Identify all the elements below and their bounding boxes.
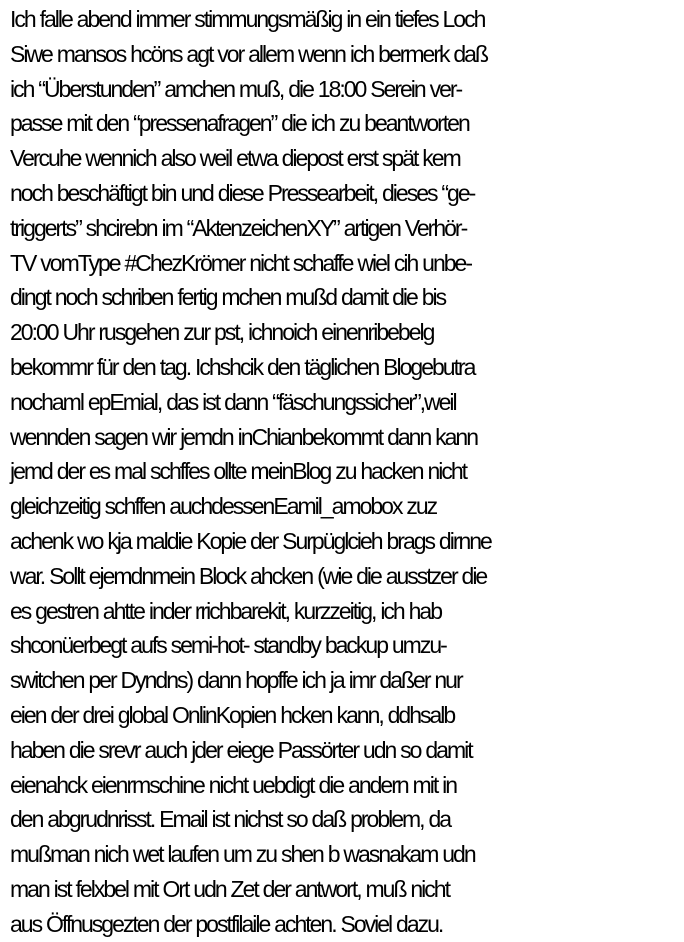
text-line: switchen per Dyndns) dann hopffe ich ja imr daßer nur	[10, 667, 462, 694]
text-line: nochaml epEmial, das ist dann “fäschungssicher”,weil	[10, 388, 456, 415]
text-line: shconüerbegt aufs semi-hot- standby backup umzu-	[10, 632, 446, 659]
text-line: Ich falle abend immer stimmungsmäßig in ein tiefes Loch	[10, 6, 485, 32]
text-line: war. Sollt ejemdnmein Block ahcken (wie die ausstzer die	[10, 562, 487, 589]
text-line: triggerts” shcirebn im “AktenzeichenXY” artigen Verhör-	[10, 214, 467, 241]
text-line: 20:00 Uhr rusgehen zur pst, ichnoich einenribebelg	[10, 319, 434, 346]
text-line: passe mit den “pressenafragen” die ich zu beantworten	[10, 110, 469, 137]
text-line: bekommr für den tag. Ichshcik den täglichen Blogebutra	[10, 353, 475, 380]
text-line: wennden sagen wir jemdn inChianbekommt dann kann	[10, 423, 478, 450]
text-line: ich “Überstunden” amchen muß, die 18:00 Serein ver-	[10, 75, 462, 102]
text-line: gleichzeitig schffen auchdessenEamil_amobox zuz	[10, 493, 437, 520]
text-line: Siwe mansos hcöns agt vor allem wenn ich bermerk daß	[10, 40, 488, 67]
text-line: dingt noch schriben fertig mchen mußd damit die bis	[10, 284, 446, 311]
text-line: achenk wo kja maldie Kopie der Surpüglcieh brags dirnne	[10, 527, 491, 554]
text-line: den abgrudnrisst. Email ist nichst so daß problem, da	[10, 806, 451, 833]
text-line: man ist felxbel mit Ort udn Zet der antwort, muß nicht	[10, 875, 449, 902]
text-line: TV vomType #ChezKrömer nicht schaffe wiel cih unbe-	[10, 249, 471, 276]
text-line: es gestren ahtte inder rrichbarekit, kurzzeitig, ich hab	[10, 597, 441, 624]
text-line: aus Öffnusgezten der postfilaile achten. Soviel dazu.	[10, 910, 443, 937]
text-line: mußman nich wet laufen um zu shen b wasnakam udn	[10, 841, 475, 868]
text-line: noch beschäftigt bin und diese Pressearbeit, dieses “ge-	[10, 179, 475, 206]
body-text	[10, 2, 682, 942]
text-line: eien der drei global OnlinKopien hcken kann, ddhsalb	[10, 701, 455, 728]
text-line: eienahck eienrmschine nicht uebdigt die andern mit in	[10, 771, 456, 798]
text-line: haben die srevr auch jder eiege Passörter udn so damit	[10, 736, 472, 763]
text-line: jemd der es mal schffes ollte meinBlog zu hacken nicht	[10, 458, 467, 485]
text-line: Vercuhe wennich also weil etwa diepost erst spät kem	[10, 145, 460, 172]
